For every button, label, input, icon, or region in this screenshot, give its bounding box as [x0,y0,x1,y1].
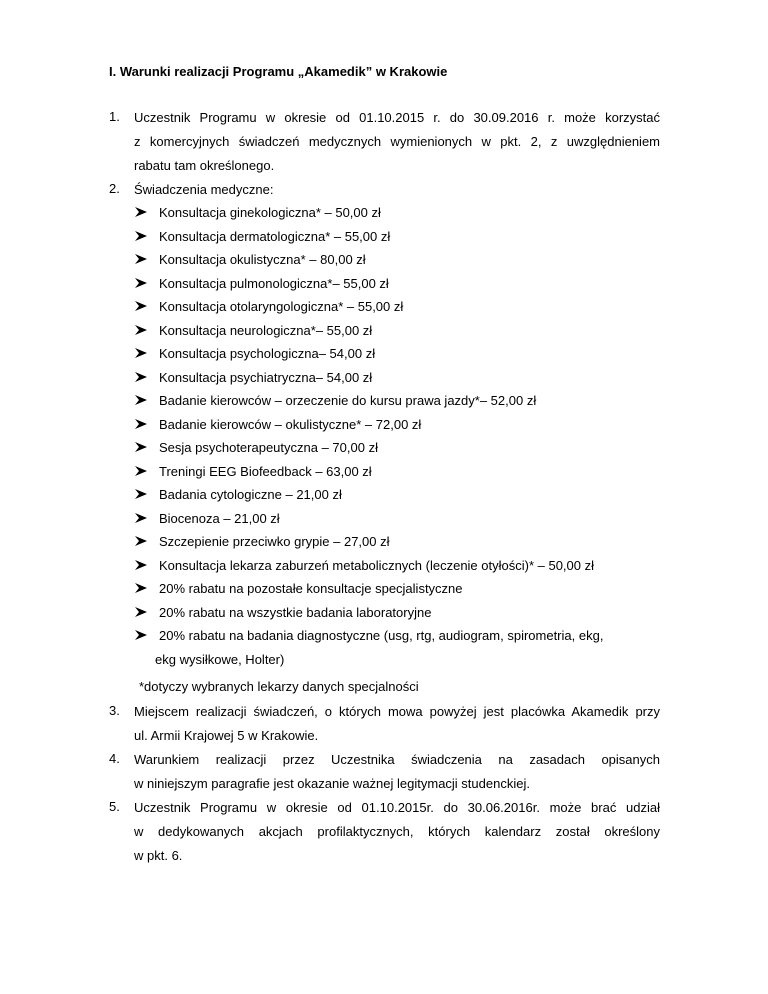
section-5-line-3: w pkt. 6. [134,848,183,863]
section-1-line-3: rabatu tam określonego. [134,158,275,173]
list-item: Konsultacja ginekologiczna* – 50,00 zł [134,205,603,229]
arrow-bullet-icon [134,488,148,500]
section-5-line-1: Uczestnik Programu w okresie od 01.10.2015r. do 30.06.2016r. może brać udział [134,800,660,815]
section-2-heading: Świadczenia medyczne: [134,182,274,197]
list-item: Badanie kierowców – orzeczenie do kursu prawa jazdy*– 52,00 zł [134,393,603,417]
list-item-continuation: ekg wysiłkowe, Holter) [155,651,285,667]
arrow-bullet-icon [134,253,148,265]
section-5-number: 5. [109,799,120,814]
list-item: Sesja psychoterapeutyczna – 70,00 zł [134,440,603,464]
section-3-line-1: Miejscem realizacji świadczeń, o których mowa powyżej jest placówka Akamedik przy [134,704,660,719]
section-2-number: 2. [109,181,120,196]
list-item: Konsultacja psychologiczna– 54,00 zł [134,346,603,370]
arrow-bullet-icon [134,277,148,289]
arrow-bullet-icon [134,441,148,453]
section-3-number: 3. [109,703,120,718]
section-4-line-1: Warunkiem realizacji przez Uczestnika świadczenia na zasadach opisanych [134,752,660,767]
section-4-line-2: w niniejszym paragrafie jest okazanie ważnej legitymacji studenckiej. [134,776,530,791]
arrow-bullet-icon [134,418,148,430]
section-1-line-2: z komercyjnych świadczeń medycznych wymienionych w pkt. 2, z uwzględnieniem [134,134,660,149]
arrow-bullet-icon [134,582,148,594]
section-5-line-2: w dedykowanych akcjach profilaktycznych, których kalendarz został określony [134,824,660,839]
list-item: Biocenoza – 21,00 zł [134,511,603,535]
arrow-bullet-icon [134,324,148,336]
arrow-bullet-icon [134,629,148,641]
arrow-bullet-icon [134,347,148,359]
section-title: I. Warunki realizacji Programu „Akamedik” w Krakowie [109,64,448,79]
arrow-bullet-icon [134,371,148,383]
footnote: *dotyczy wybranych lekarzy danych specjalności [139,679,419,694]
list-item: Badania cytologiczne – 21,00 zł [134,487,603,511]
list-item: 20% rabatu na pozostałe konsultacje specjalistyczne [134,581,603,605]
arrow-bullet-icon [134,230,148,242]
list-item: Treningi EEG Biofeedback – 63,00 zł [134,464,603,488]
arrow-bullet-icon [134,559,148,571]
services-list [134,205,603,675]
section-4-number: 4. [109,751,120,766]
section-1-number: 1. [109,109,120,124]
list-item: 20% rabatu na badania diagnostyczne (usg, rtg, audiogram, spirometria, ekg, [134,628,603,652]
list-item: Badanie kierowców – okulistyczne* – 72,00 zł [134,417,603,441]
arrow-bullet-icon [134,206,148,218]
arrow-bullet-icon [134,606,148,618]
arrow-bullet-icon [134,512,148,524]
section-1-line-1: Uczestnik Programu w okresie od 01.10.2015 r. do 30.09.2016 r. może korzystać [134,110,660,125]
arrow-bullet-icon [134,535,148,547]
list-item: Konsultacja pulmonologiczna*– 55,00 zł [134,276,603,300]
list-item: Konsultacja lekarza zaburzeń metabolicznych (leczenie otyłości)* – 50,00 zł [134,558,603,582]
list-item: Konsultacja okulistyczna* – 80,00 zł [134,252,603,276]
list-item: Szczepienie przeciwko grypie – 27,00 zł [134,534,603,558]
list-item: Konsultacja psychiatryczna– 54,00 zł [134,370,603,394]
list-item: 20% rabatu na wszystkie badania laboratoryjne [134,605,603,629]
arrow-bullet-icon [134,465,148,477]
arrow-bullet-icon [134,394,148,406]
list-item: Konsultacja otolaryngologiczna* – 55,00 zł [134,299,603,323]
list-item: Konsultacja neurologiczna*– 55,00 zł [134,323,603,347]
arrow-bullet-icon [134,300,148,312]
section-3-line-2: ul. Armii Krajowej 5 w Krakowie. [134,728,319,743]
list-item: Konsultacja dermatologiczna* – 55,00 zł [134,229,603,253]
